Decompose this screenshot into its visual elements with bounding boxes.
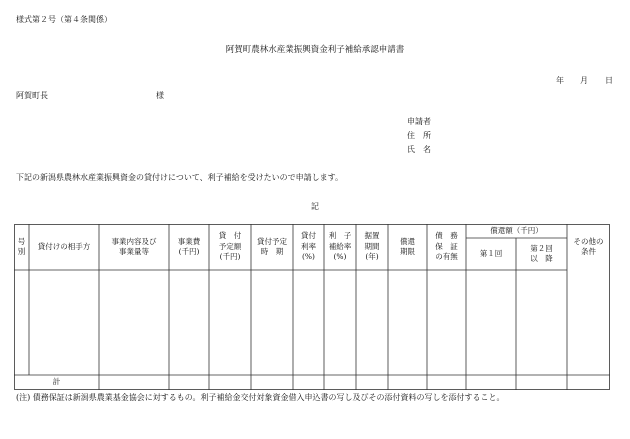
header-cost: 事業費 (千円): [177, 236, 201, 256]
header-repay-period: 償還 期限: [400, 236, 415, 256]
header-project: 事業内容及び 事業量等: [111, 236, 157, 256]
header-repay-second: 第２回 以 降: [530, 243, 553, 263]
body-text: 下記の新潟県農林水産業振興資金の貸付けについて、利子補給を受けたいので申請します。: [16, 173, 344, 182]
ki-label: 記: [311, 202, 319, 211]
header-guarantee: 債 務 保 証 の有無: [435, 231, 458, 262]
header-loan-amount: 貸 付 予定額 (千円): [218, 231, 242, 262]
applicant-label: 申請者: [407, 117, 431, 126]
header-other-conditions: その他の 条件: [573, 236, 604, 256]
header-repay-first: 第１回: [479, 248, 503, 258]
date-day-label: 日: [605, 76, 613, 85]
header-repayment-group: 償還額（千円）: [490, 225, 543, 235]
total-label: 計: [52, 377, 61, 387]
date-year-label: 年: [556, 76, 564, 85]
header-loan-period: 貸付予定 時 期: [257, 236, 287, 256]
header-loan-rate: 貸付 利率 (%): [301, 231, 316, 262]
address-label: 住 所: [407, 131, 431, 140]
document-title: 阿賀町農林水産業振興資金利子補給承認申請書: [225, 45, 405, 55]
date-month-label: 月: [580, 76, 588, 85]
addressee: 阿賀町長: [16, 91, 48, 100]
header-grace-period: 据置 期間 (年): [364, 231, 380, 262]
addressee-honorific: 様: [156, 91, 164, 100]
header-number: 号 別: [17, 236, 26, 256]
footnote: (注) 債務保証は新潟県農業基金協会に対するもの。利子補給金交付対象資金借入申込書の写し及びその添付資料の写しを添付すること。: [16, 393, 505, 402]
name-label: 氏 名: [407, 145, 431, 154]
header-lender: 貸付けの相手方: [37, 241, 91, 251]
header-subsidy-rate: 利 子 補給率 (%): [328, 231, 352, 262]
form-number: 様式第２号（第４条関係）: [16, 15, 112, 24]
application-table: [14, 224, 610, 390]
